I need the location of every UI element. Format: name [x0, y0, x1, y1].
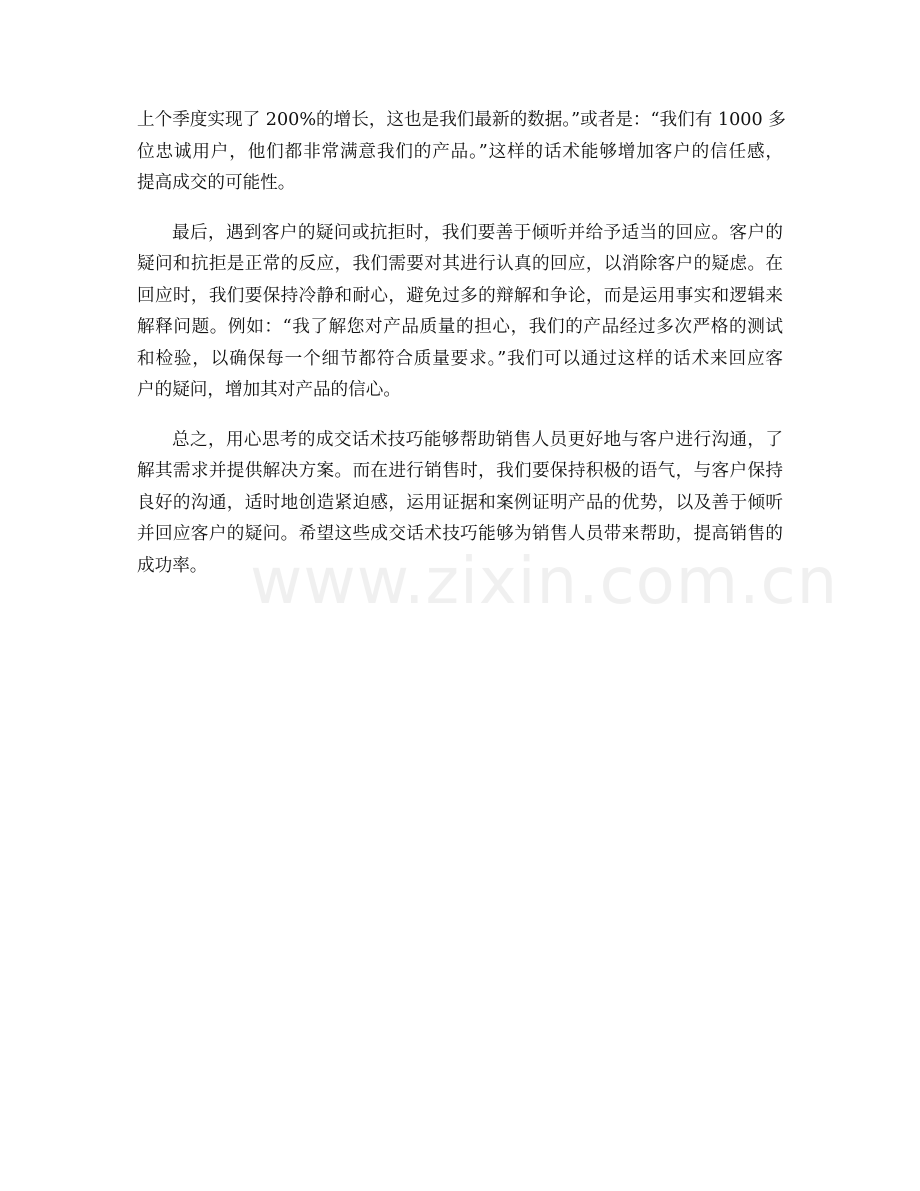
text-line: 和检验，以确保每一个细节都符合质量要求。”我们可以通过这样的话术来回应客: [137, 348, 783, 369]
text-line: 提高成交的可能性。: [137, 173, 296, 193]
text-line: 上个季度实现了 200%的增长，这也是我们最新的数据。”或者是：“我们有 1000 多: [137, 110, 786, 130]
text-line: 总之，用心思考的成交话术技巧能够帮助销售人员更好地与客户进行沟通，了: [172, 429, 783, 450]
watermark: www.zixin.com.cn: [250, 545, 839, 619]
document-body: [137, 105, 786, 600]
text-line: 并回应客户的疑问。希望这些成交话术技巧能够为销售人员带来帮助，提高销售的: [137, 524, 783, 544]
text-line: 户的疑问，增加其对产品的信心。: [137, 380, 401, 400]
text-line: 成功率。: [137, 555, 208, 576]
text-line: 回应时，我们要保持冷静和耐心，避免过多的辩解和争论，而是运用事实和逻辑来: [137, 285, 783, 306]
paragraph-3: [137, 425, 783, 583]
text-line: 解释问题。例如：“我了解您对产品质量的担心，我们的产品经过多次严格的测试: [137, 317, 783, 337]
paragraph-2: [137, 218, 783, 407]
text-line: 位忠诚用户，他们都非常满意我们的产品。”这样的话术能够增加客户的信任感，: [137, 141, 783, 162]
text-line: 良好的沟通，适时地创造紧迫感，运用证据和案例证明产品的优势，以及善于倾听: [137, 492, 783, 513]
paragraph-1: [137, 105, 786, 200]
text-line: 最后，遇到客户的疑问或抗拒时，我们要善于倾听并给予适当的回应。客户的: [172, 222, 783, 243]
text-line: 解其需求并提供解决方案。而在进行销售时，我们要保持积极的语气，与客户保持: [137, 461, 783, 481]
text-line: 疑问和抗拒是正常的反应，我们需要对其进行认真的回应，以消除客户的疑虑。在: [137, 254, 783, 274]
